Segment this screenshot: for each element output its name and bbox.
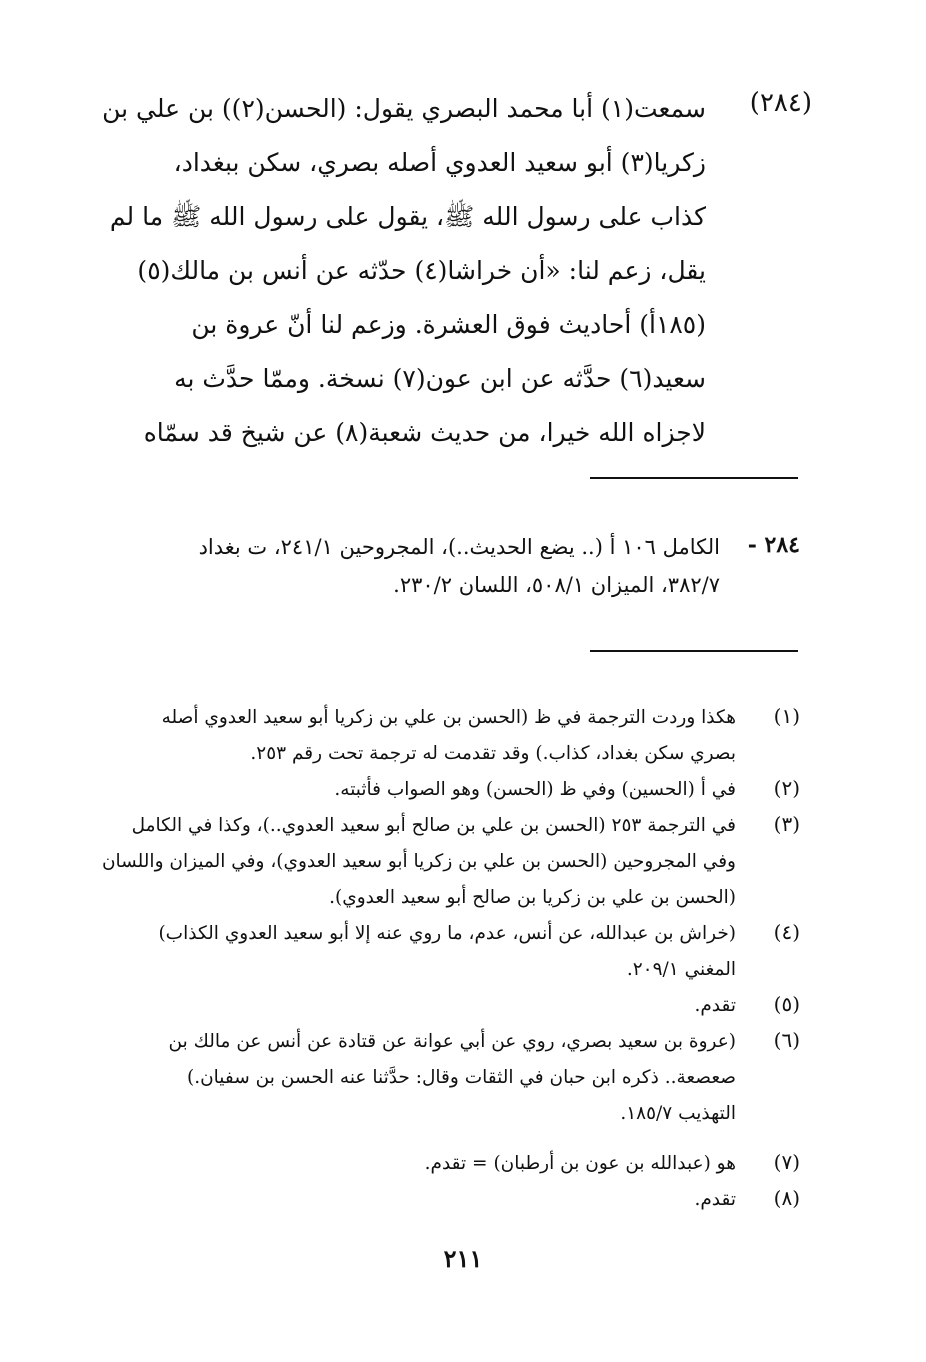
footnote-line: (خراش بن عبدالله، عن أنس، عدم، ما روي عنه إلا أبو سعيد العدوي الكذاب) bbox=[158, 923, 736, 944]
footnote-line: بصري سكن بغداد، كذاب.) وقد تقدمت له ترجمة تحت رقم ٢٥٣. bbox=[250, 743, 736, 764]
source-number: ٢٨٤ - bbox=[747, 532, 800, 558]
footnote-line: هكذا وردت الترجمة في ظ (الحسن بن علي بن زكريا أبو سعيد العدوي أصله bbox=[161, 707, 736, 728]
entry-line: لاجزاه الله خيرا، من حديث شعبة(٨) عن شيخ قد سمّاه bbox=[143, 418, 706, 447]
footnote-line: صعصعة.. ذكره ابن حبان في الثقات وقال: حدَّثنا عنه الحسن بن سفيان.) bbox=[186, 1067, 736, 1088]
footnote-number: (٣) bbox=[773, 812, 800, 836]
entry-line: (١٨٥أ) أحاديث فوق العشرة. وزعم لنا أنّ عروة بن bbox=[191, 310, 706, 339]
footnote-line: هو (عبدالله بن عون بن أرطبان) = تقدم. bbox=[424, 1153, 736, 1174]
separator-rule bbox=[590, 477, 798, 479]
entry-line: زكريا(٣) أبو سعيد العدوي أصله بصري، سكن ببغداد، bbox=[173, 148, 706, 177]
footnote-line: تقدم. bbox=[694, 995, 736, 1016]
footnote-line: في الترجمة ٢٥٣ (الحسن بن علي بن صالح أبو سعيد العدوي..)، وكذا في الكامل bbox=[131, 815, 736, 836]
footnote-number: (٤) bbox=[773, 920, 800, 944]
entry-line: سعيد(٦) حدَّثه عن ابن عون(٧) نسخة. وممّا حدَّث به bbox=[174, 364, 706, 393]
entry-line: سمعت(١) أبا محمد البصري يقول: (الحسن(٢)) بن علي بن bbox=[102, 94, 706, 123]
footnote-number: (٥) bbox=[773, 992, 800, 1016]
source-line: ٣٨٢/٧، الميزان ٥٠٨/١، اللسان ٢٣٠/٢. bbox=[393, 573, 720, 597]
footnote-number: (٢) bbox=[773, 776, 800, 800]
entry-line: كذاب على رسول الله ﷺ، يقول على رسول الله ﷺ ما لم bbox=[109, 202, 706, 231]
footnote-line: (الحسن بن علي بن زكريا بن صالح أبو سعيد العدوي). bbox=[329, 887, 736, 908]
footnote-line: تقدم. bbox=[694, 1189, 736, 1210]
footnote-number: (٧) bbox=[773, 1150, 800, 1174]
footnote-line: وفي المجروحين (الحسن بن علي بن زكريا أبو سعيد العدوي)، وفي الميزان واللسان bbox=[101, 851, 736, 872]
footnote-number: (٨) bbox=[773, 1186, 800, 1210]
separator-rule bbox=[590, 650, 798, 652]
footnote-line: (عروة بن سعيد بصري، روي عن أبي عوانة عن قتادة عن أنس عن مالك بن bbox=[168, 1031, 736, 1052]
entry-number: (٢٨٤) bbox=[749, 88, 812, 118]
footnote-line: التهذيب ١٨٥/٧. bbox=[620, 1103, 736, 1124]
footnote-number: (١) bbox=[773, 704, 800, 728]
source-line: الكامل ١٠٦ أ (.. يضع الحديث..)، المجروحين ٢٤١/١، ت بغداد bbox=[198, 535, 720, 559]
page-number: ٢١١ bbox=[443, 1244, 483, 1273]
footnote-number: (٦) bbox=[773, 1028, 800, 1052]
entry-line: يقل، زعم لنا: «أن خراشا(٤) حدّثه عن أنس بن مالك(٥) bbox=[137, 256, 706, 285]
footnote-line: المغني ٢٠٩/١. bbox=[626, 959, 736, 980]
footnote-line: في أ (الحسين) وفي ظ (الحسن) وهو الصواب فأثبته. bbox=[334, 779, 736, 800]
